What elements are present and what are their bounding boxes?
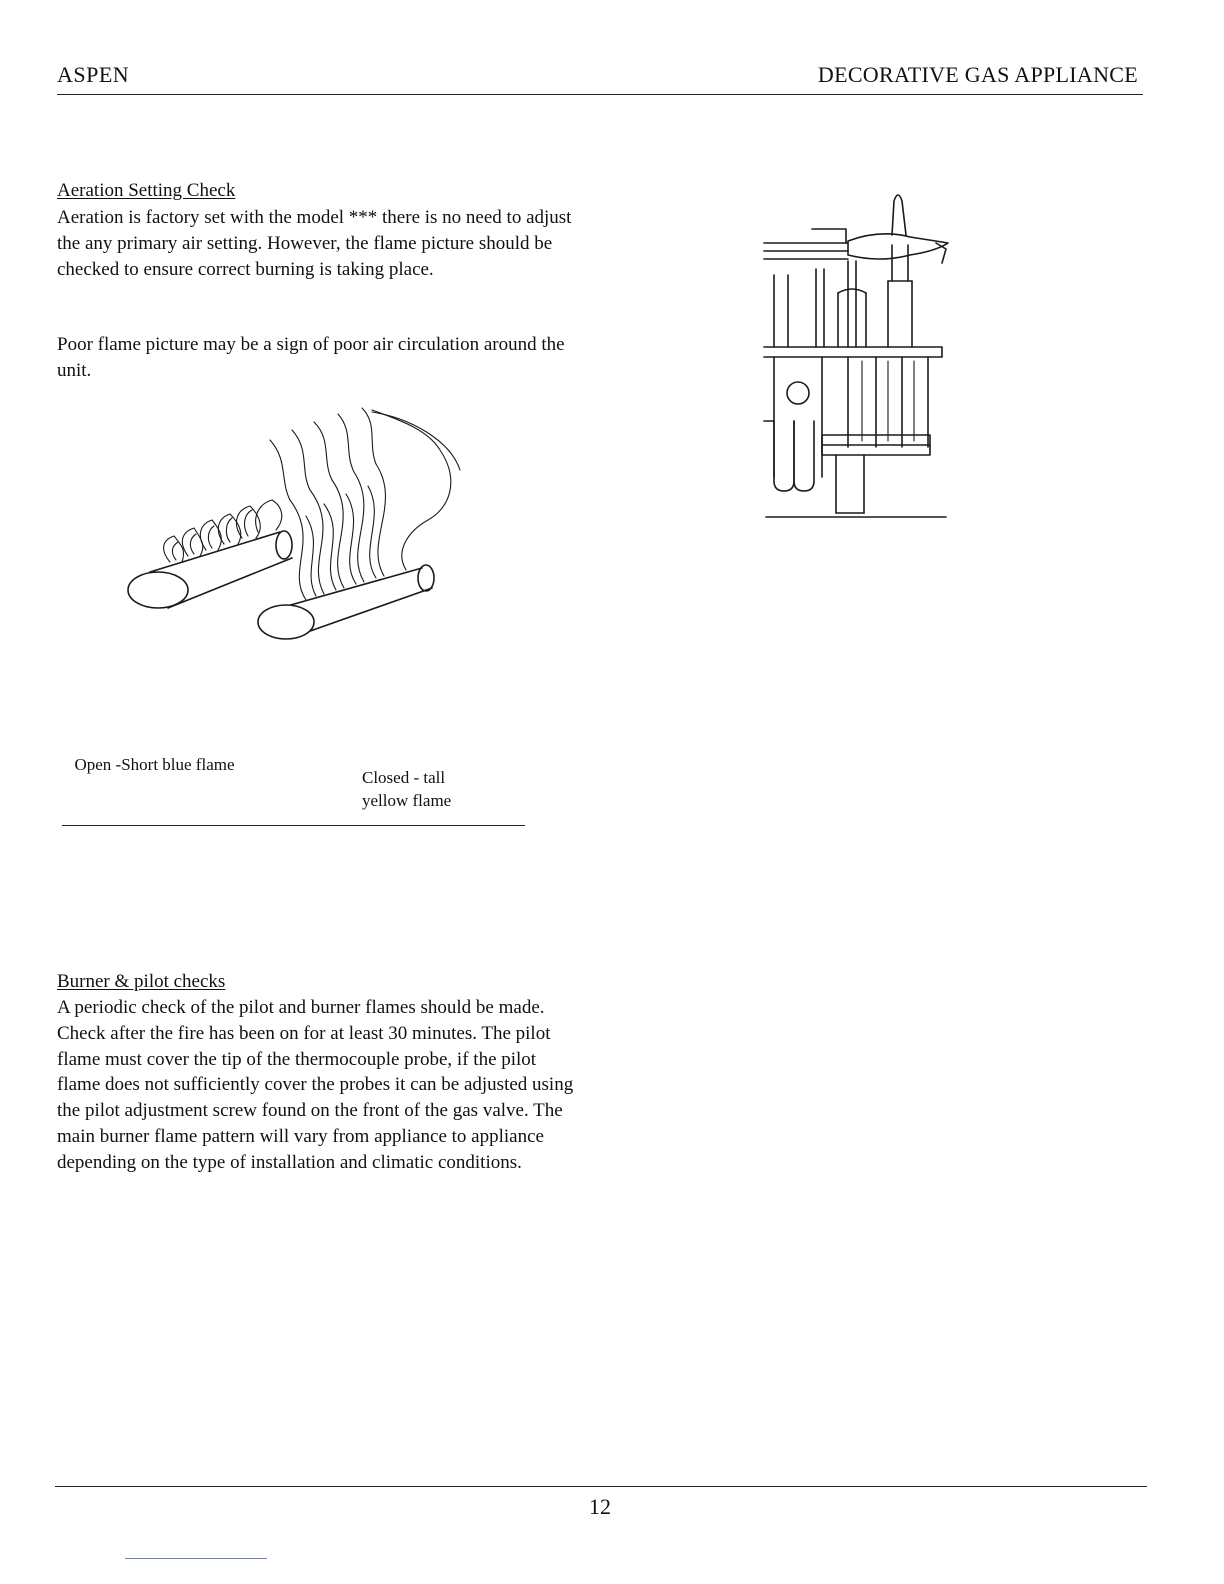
aeration-paragraph: Aeration is factory set with the model *** there is no need to adjust the any primary air setting. However, the flame picture should be checked to ensure correct burning is taking place. xyxy=(57,207,572,280)
open-burner-tube xyxy=(128,531,292,608)
header-subtitle: DECORATIVE GAS APPLIANCE xyxy=(817,62,1138,87)
footer-divider xyxy=(55,1486,1147,1487)
tall-yellow-flames xyxy=(270,408,460,600)
closed-burner-tube xyxy=(258,565,434,639)
burner-paragraph: A periodic check of the pilot and burner flames should be made. Check after the fire has been on for at least 30 minutes. The pilot flame must cover the tip of the thermocouple probe, if the pilot flame does not sufficiently cover the probes it can be adjusted using the pilot adjustment screw found on the front of the gas valve. The main burner flame pattern will vary from appliance to appliance depending on the type of installation and climatic conditions. xyxy=(57,997,574,1173)
aeration-note: Poor flame picture may be a sign of poor air circulation around the unit. xyxy=(57,334,565,381)
pilot-assembly-diagram xyxy=(760,185,960,525)
aeration-heading: Aeration Setting Check xyxy=(57,180,236,201)
header-title: ASPEN xyxy=(57,62,130,87)
short-blue-flames xyxy=(164,500,282,562)
caption-open-flame: Open -Short blue flame xyxy=(74,755,235,774)
page-number: 12 xyxy=(589,1494,611,1519)
burner-flame-illustration xyxy=(110,400,490,650)
scan-mark xyxy=(125,1558,267,1559)
caption-divider xyxy=(62,825,525,826)
burner-heading: Burner & pilot checks xyxy=(57,971,226,992)
caption-closed-flame: Closed - tall yellow flame xyxy=(362,768,452,810)
header-divider xyxy=(57,94,1143,95)
